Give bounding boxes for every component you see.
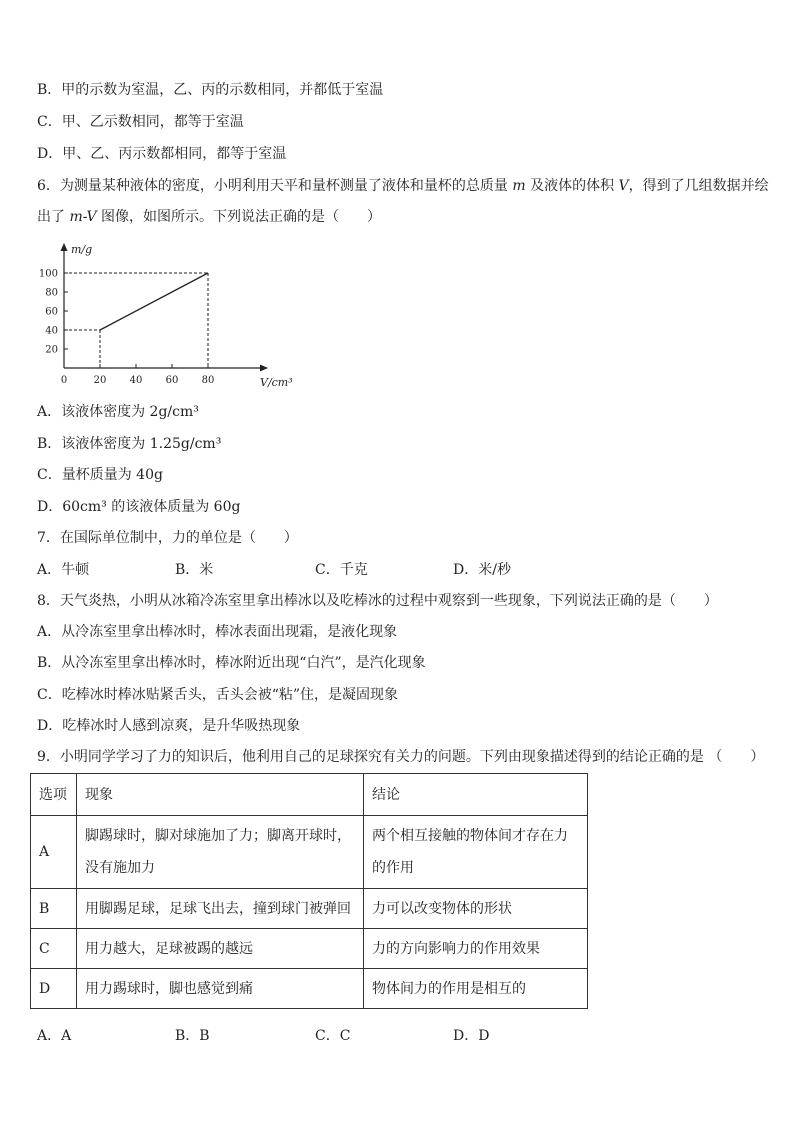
question-6-line2: 出了 m-V 图像，如图所示。下列说法正确的是（ ） <box>37 209 382 225</box>
q9-table <box>30 773 588 1009</box>
question-7: 7．在国际单位制中，力的单位是（ ） <box>37 530 298 546</box>
table-header-row <box>31 774 588 816</box>
q8-option-b: B．从冷冻室里拿出棒冰时，棒冰附近出现“白汽”，是汽化现象 <box>37 655 426 671</box>
row-option: C <box>31 929 77 969</box>
header-option: 选项 <box>31 774 77 816</box>
y-tick-label: 100 <box>38 268 58 280</box>
q6-option-c: C．量杯质量为 40g <box>37 467 163 483</box>
question-9: 9．小明同学学习了力的知识后，他利用自己的足球探究有关力的问题。下列由现象描述得到的结论正确的是 （ ） <box>37 749 765 765</box>
q8-option-a: A．从冷冻室里拿出棒冰时，棒冰表面出现霜，是液化现象 <box>37 624 398 640</box>
q6-option-b: B．该液体密度为 1.25g/cm³ <box>37 436 222 452</box>
x-tick-label: 60 <box>165 375 179 386</box>
q8-option-c: C．吃棒冰时棒冰贴紧舌头，舌头会被“粘”住，是凝固现象 <box>37 687 399 703</box>
row-conclusion: 力可以改变物体的形状 <box>364 889 588 929</box>
y-tick-label: 40 <box>45 325 58 337</box>
series-line <box>100 273 208 330</box>
x-tick-label: 0 <box>60 375 68 386</box>
row-option: B <box>31 889 77 929</box>
q7-option-c: C．千克 <box>315 562 368 578</box>
table-row <box>31 969 588 1009</box>
row-phenomenon: 脚踢球时，脚对球施加了力；脚离开球时，没有施加力 <box>77 816 364 889</box>
table-row <box>31 889 588 929</box>
row-conclusion: 两个相互接触的物体间才存在力的作用 <box>364 816 588 889</box>
y-tick-label: 60 <box>45 306 58 318</box>
option-b-prev: B．甲的示数为室温，乙、丙的示数相同，并都低于室温 <box>37 82 384 98</box>
q9-option-d: D．D <box>453 1028 490 1044</box>
q9-option-b: B．B <box>175 1028 210 1044</box>
q7-option-b: B．米 <box>175 562 214 578</box>
question-8: 8．天气炎热，小明从冰箱冷冻室里拿出棒冰以及吃棒冰的过程中观察到一些现象，下列说法正确的是（ ） <box>37 593 718 609</box>
question-6-line1: 6．为测量某种液体的密度，小明利用天平和量杯测量了液体和量杯的总质量 m 及液体的体积 V，得到了几组数据并绘 <box>37 178 769 194</box>
header-conclusion: 结论 <box>364 774 588 816</box>
row-conclusion: 物体间力的作用是相互的 <box>364 969 588 1009</box>
q9-option-a: A．A <box>37 1028 72 1044</box>
table-row <box>31 816 588 889</box>
x-tick-label: 80 <box>201 375 215 386</box>
q7-option-d: D．米/秒 <box>453 562 511 578</box>
x-axis-label: V/cm³ <box>260 376 293 389</box>
row-option: D <box>31 969 77 1009</box>
x-tick-label: 20 <box>93 375 107 386</box>
q6-option-d: D．60cm³ 的该液体质量为 60g <box>37 499 241 515</box>
row-phenomenon: 用力越大，足球被踢的越远 <box>77 929 364 969</box>
row-phenomenon: 用力踢球时，脚也感觉到痛 <box>77 969 364 1009</box>
option-d-prev: D．甲、乙、丙示数都相同，都等于室温 <box>37 146 287 162</box>
row-conclusion: 力的方向影响力的作用效果 <box>364 929 588 969</box>
y-axis-label: m/g <box>71 243 93 256</box>
y-tick-label: 80 <box>45 287 58 299</box>
row-option: A <box>31 816 77 889</box>
m-v-graph <box>28 240 308 390</box>
y-axis-arrow <box>61 243 68 251</box>
q7-option-a: A．牛顿 <box>37 562 90 578</box>
q6-option-a: A．该液体密度为 2g/cm³ <box>37 404 199 420</box>
option-c-prev: C．甲、乙示数相同，都等于室温 <box>37 114 244 130</box>
row-phenomenon: 用脚踢足球，足球飞出去，撞到球门被弹回 <box>77 889 364 929</box>
x-tick-label: 40 <box>129 375 143 386</box>
y-tick-label: 20 <box>45 344 58 356</box>
q8-option-d: D．吃棒冰时人感到凉爽，是升华吸热现象 <box>37 718 301 734</box>
x-axis-arrow <box>260 365 268 372</box>
table-row <box>31 929 588 969</box>
q9-option-c: C．C <box>315 1028 351 1044</box>
header-phenomenon: 现象 <box>77 774 364 816</box>
